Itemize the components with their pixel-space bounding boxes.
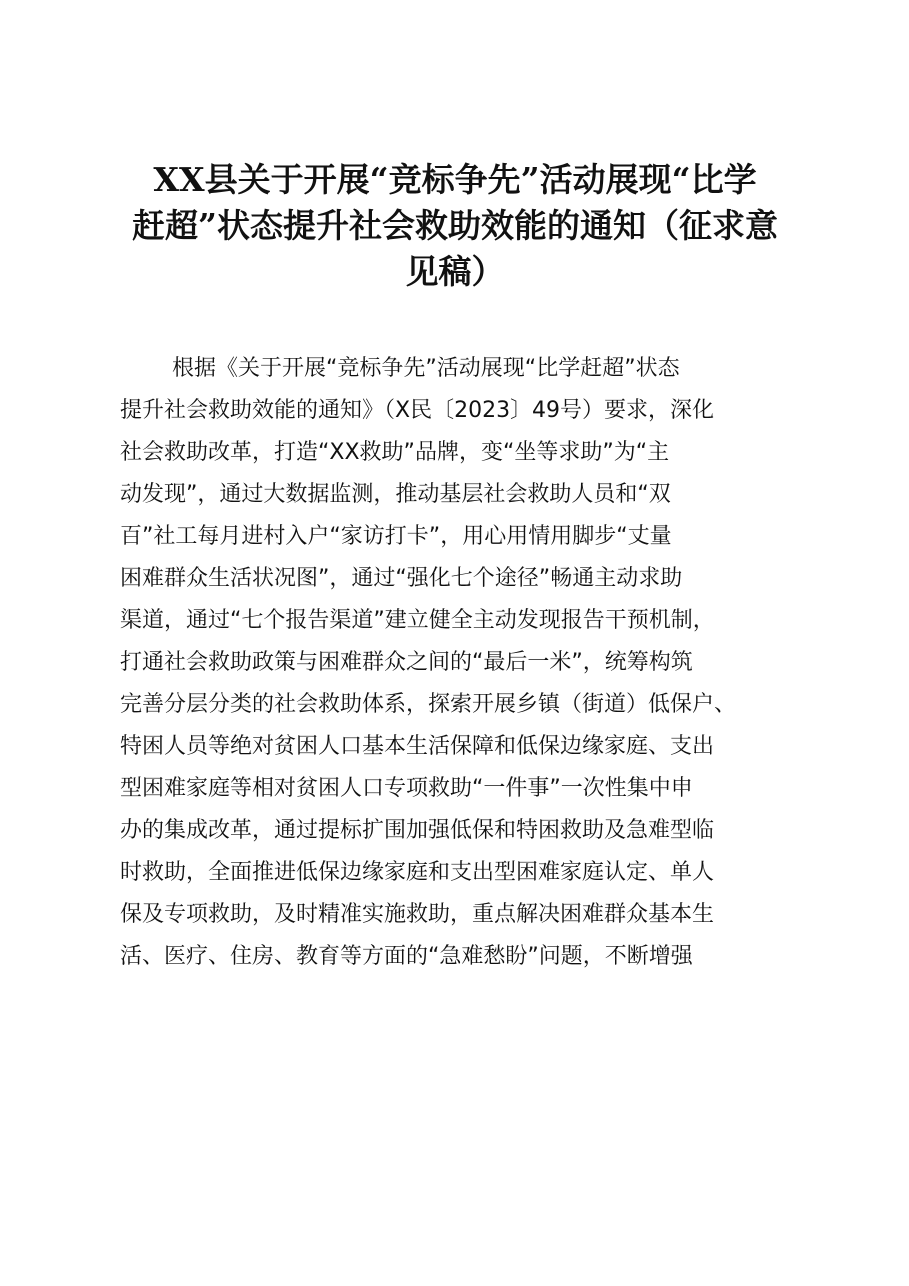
title-line: 赶超”状态提升社会救助效能的通知（征求意 [132, 206, 778, 245]
body-line: 提升社会救助效能的通知》（X民〔2023〕49号）要求，深化 [120, 398, 715, 423]
document-body [120, 348, 800, 978]
body-line: 社会救助改革，打造“XX救助”品牌，变“坐等求助”为“主 [120, 440, 670, 465]
body-line: 特困人员等绝对贫困人口基本生活保障和低保边缘家庭、支出 [120, 734, 715, 759]
document-title [120, 157, 790, 295]
body-line: 根据《关于开展“竞标争先”活动展现“比学赶超”状态 [172, 356, 680, 381]
body-line: 型困难家庭等相对贫困人口专项救助“一件事”一次性集中申 [120, 776, 693, 801]
body-line: 百”社工每月进村入户“家访打卡”，用心用情用脚步“丈量 [120, 524, 672, 549]
body-line: 动发现”，通过大数据监测，推动基层社会救助人员和“双 [120, 482, 671, 507]
body-line: 完善分层分类的社会救助体系，探索开展乡镇（街道）低保户、 [120, 692, 737, 717]
body-line: 打通社会救助政策与困难群众之间的“最后一米”，统筹构筑 [120, 650, 693, 675]
title-line: XX县关于开展“竞标争先”活动展现“比学 [153, 160, 757, 199]
body-line: 困难群众生活状况图”，通过“强化七个途径”畅通主动求助 [120, 566, 683, 591]
body-line: 活、医疗、住房、教育等方面的“急难愁盼”问题，不断增强 [120, 944, 693, 969]
body-line: 保及专项救助，及时精准实施救助，重点解决困难群众基本生 [120, 902, 715, 927]
body-line: 时救助，全面推进低保边缘家庭和支出型困难家庭认定、单人 [120, 860, 715, 885]
body-line: 渠道，通过“七个报告渠道”建立健全主动发现报告干预机制， [120, 608, 715, 633]
body-line: 办的集成改革，通过提标扩围加强低保和特困救助及急难型临 [120, 818, 715, 843]
title-line: 见稿） [405, 252, 505, 291]
